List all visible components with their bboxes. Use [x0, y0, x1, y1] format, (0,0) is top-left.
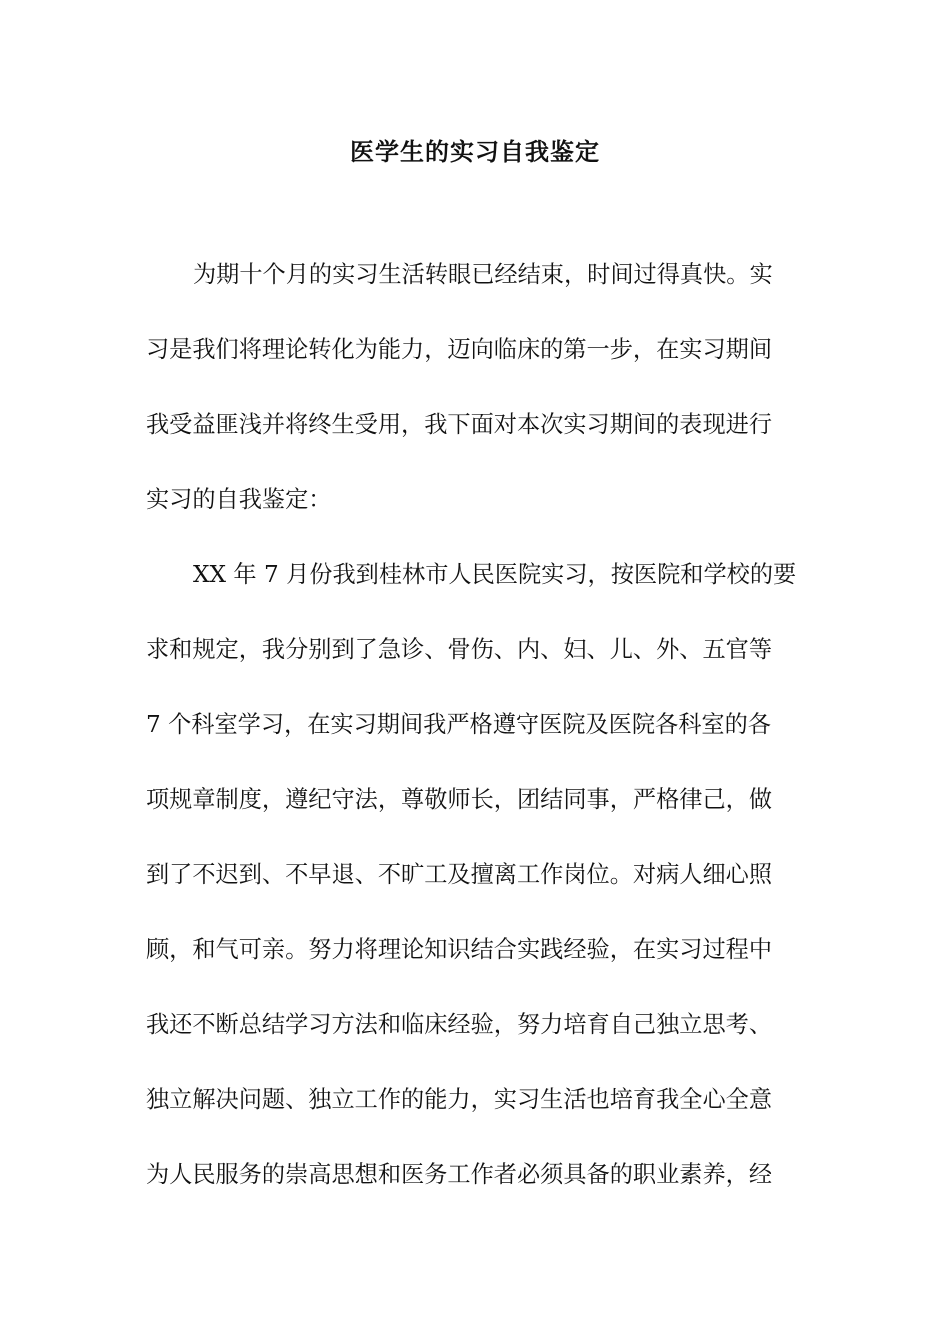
paragraph-1-line-1: 为期十个月的实习生活转眼已经结束，时间过得真快。实 [193, 261, 773, 288]
paragraph-2-line-1: XX 年 7 月份我到桂林市人民医院实习，按医院和学校的要 [193, 561, 797, 588]
paragraph-1-line-3: 我受益匪浅并将终生受用，我下面对本次实习期间的表现进行 [146, 411, 773, 438]
paragraph-2-line-2: 求和规定，我分别到了急诊、骨伤、内、妇、儿、外、五官等 [146, 636, 773, 663]
paragraph-2-line-4: 项规章制度，遵纪守法，尊敬师长，团结同事，严格律己，做 [146, 786, 773, 813]
paragraph-2-line-3: 7 个科室学习，在实习期间我严格遵守医院及医院各科室的各 [146, 711, 771, 738]
document-title: 医学生的实习自我鉴定 [350, 137, 600, 166]
paragraph-1-line-2: 习是我们将理论转化为能力，迈向临床的第一步，在实习期间 [146, 336, 773, 363]
paragraph-2-line-9: 为人民服务的崇高思想和医务工作者必须具备的职业素养，经 [146, 1161, 773, 1188]
paragraph-2-line-5: 到了不迟到、不早退、不旷工及擅离工作岗位。对病人细心照 [146, 861, 773, 888]
paragraph-2-line-6: 顾，和气可亲。努力将理论知识结合实践经验，在实习过程中 [146, 936, 773, 963]
paragraph-2-line-7: 我还不断总结学习方法和临床经验，努力培育自己独立思考、 [146, 1011, 773, 1038]
paragraph-1-line-4: 实习的自我鉴定： [146, 486, 332, 513]
paragraph-2-line-8: 独立解决问题、独立工作的能力，实习生活也培育我全心全意 [146, 1086, 773, 1113]
